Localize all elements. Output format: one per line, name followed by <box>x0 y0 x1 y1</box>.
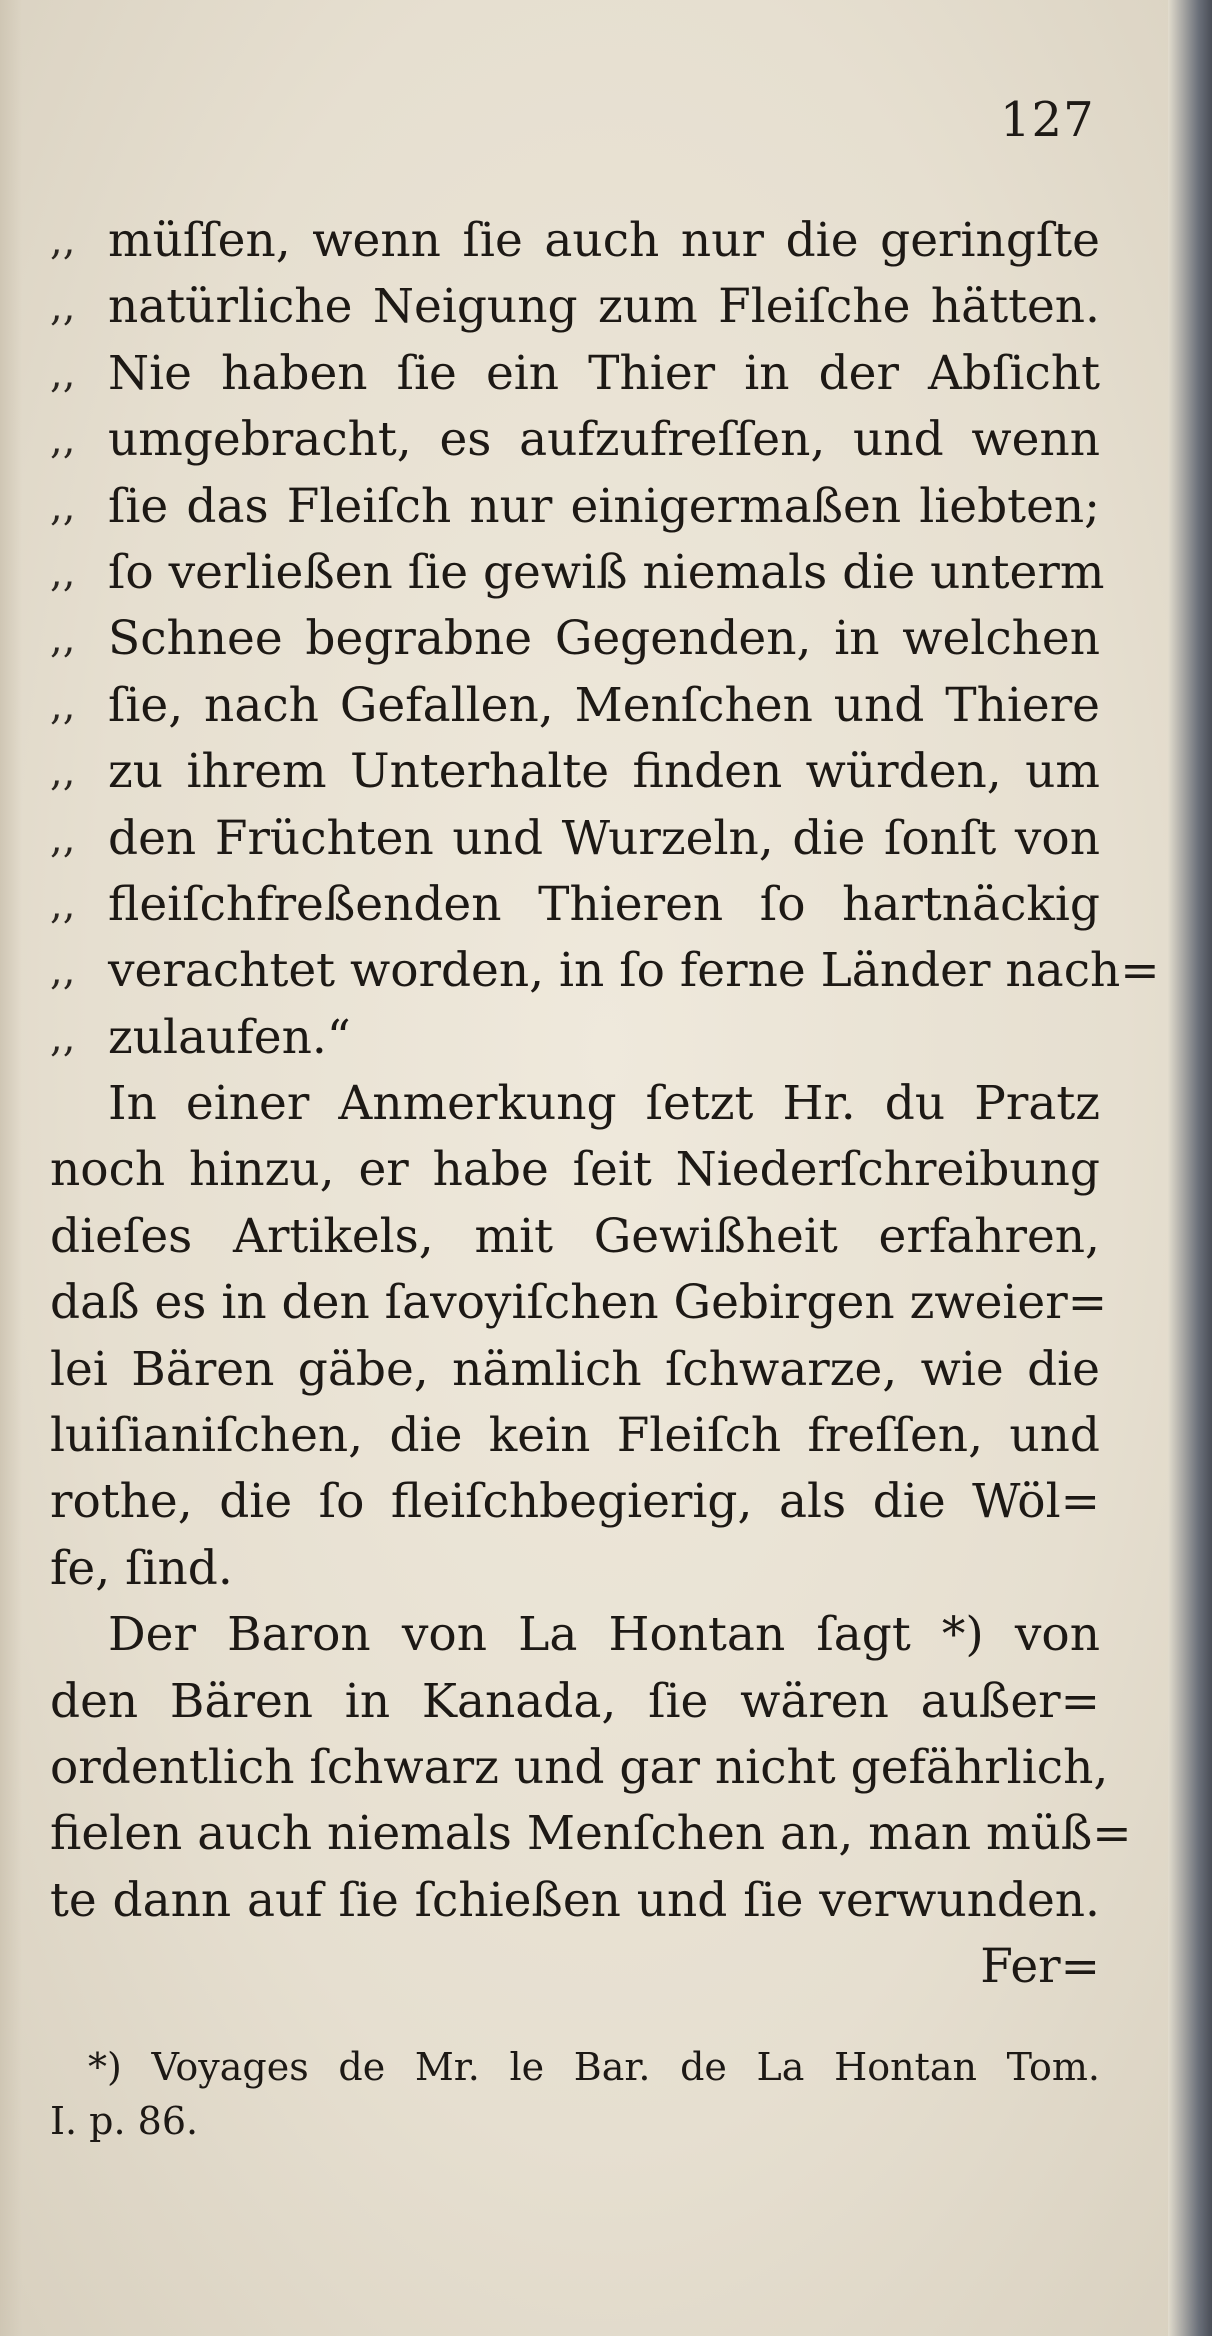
quoted-line: ,, verachtet worden, in ſo ferne Länder nach= <box>50 938 1100 1004</box>
page-body <box>50 208 1160 2001</box>
quote-mark: ,, <box>50 1014 76 1061</box>
quoted-line: ,, ſie das Fleiſch nur einigermaßen liebten; <box>50 474 1100 540</box>
paragraph-line: daß es in den ſavoyiſchen Gebirgen zweier= <box>50 1275 1108 1331</box>
footnote-line: *) Voyages de Mr. le Bar. de La Hontan Tom. <box>88 2045 1100 2089</box>
page-edge-shadow <box>1168 0 1212 2336</box>
quote-mark: ,, <box>50 218 76 264</box>
quoted-line: ,, müſſen, wenn ſie auch nur die geringſte <box>50 208 1100 274</box>
footnote <box>50 2040 1100 2148</box>
quote-mark: ,, <box>50 417 76 464</box>
quote-mark: ,, <box>50 948 76 995</box>
quote-mark: ,, <box>50 483 76 530</box>
paragraph-line: rothe, die ſo fleiſchbegierig, als die Wöl= <box>50 1474 1100 1530</box>
quoted-line: ,, den Früchten und Wurzeln, die ſonſt von <box>50 806 1100 872</box>
quoted-line: ,, ſo verließen ſie gewiß niemals die unterm <box>50 540 1100 606</box>
page-gutter-shadow <box>0 0 22 2336</box>
quoted-line: ,, zu ihrem Unterhalte finden würden, um <box>50 739 1100 805</box>
paragraph-line: noch hinzu, er habe ſeit Niederſchreibung <box>50 1142 1100 1198</box>
paragraph-line: ordentlich ſchwarz und gar nicht gefährlich, <box>50 1739 1109 1795</box>
paragraph-line: fielen auch niemals Menſchen an, man müß= <box>50 1806 1132 1862</box>
quoted-line: ,, Schnee begrabne Gegenden, in welchen <box>50 606 1100 672</box>
quoted-line: ,, Nie haben ſie ein Thier in der Abſicht <box>50 341 1100 407</box>
paragraph-line: fe, ſind. <box>50 1540 233 1596</box>
quote-mark: ,, <box>50 549 76 596</box>
quoted-line: ,, fleiſchfreßenden Thieren ſo hartnäckig <box>50 872 1100 938</box>
quote-mark: ,, <box>50 881 76 928</box>
quote-mark: ,, <box>50 815 76 862</box>
paragraph-line: In einer Anmerkung ſetzt Hr. du Pratz <box>108 1076 1100 1132</box>
quote-mark: ,, <box>50 682 76 729</box>
quoted-line: ,, ſie, nach Gefallen, Menſchen und Thiere <box>50 673 1100 739</box>
paragraph-line: dieſes Artikels, mit Gewißheit erfahren, <box>50 1208 1100 1264</box>
paragraph-line: den Bären in Kanada, ſie wären außer= <box>50 1673 1100 1729</box>
catchword: Fer= <box>980 1939 1100 1995</box>
quote-mark: ,, <box>50 616 76 663</box>
page-number: 127 <box>1000 92 1095 148</box>
paragraph-line: Der Baron von La Hontan ſagt *) von <box>108 1607 1100 1663</box>
quote-mark: ,, <box>50 350 76 397</box>
paragraph-line: luiſianiſchen, die kein Fleiſch freſſen, und <box>50 1408 1100 1464</box>
paragraph-line: te dann auf ſie ſchießen und ſie verwunden. <box>50 1872 1100 1928</box>
paragraph-line: lei Bären gäbe, nämlich ſchwarze, wie die <box>50 1341 1100 1397</box>
quoted-line: ,, zulaufen.“ <box>50 1005 1100 1071</box>
quote-mark: ,, <box>50 749 76 796</box>
footnote-line: I. p. 86. <box>50 2099 199 2143</box>
quoted-line: ,, natürliche Neigung zum Fleiſche hätten. <box>50 274 1100 340</box>
quoted-line: ,, umgebracht, es aufzufreſſen, und wenn <box>50 407 1100 473</box>
quote-mark: ,, <box>50 284 76 331</box>
